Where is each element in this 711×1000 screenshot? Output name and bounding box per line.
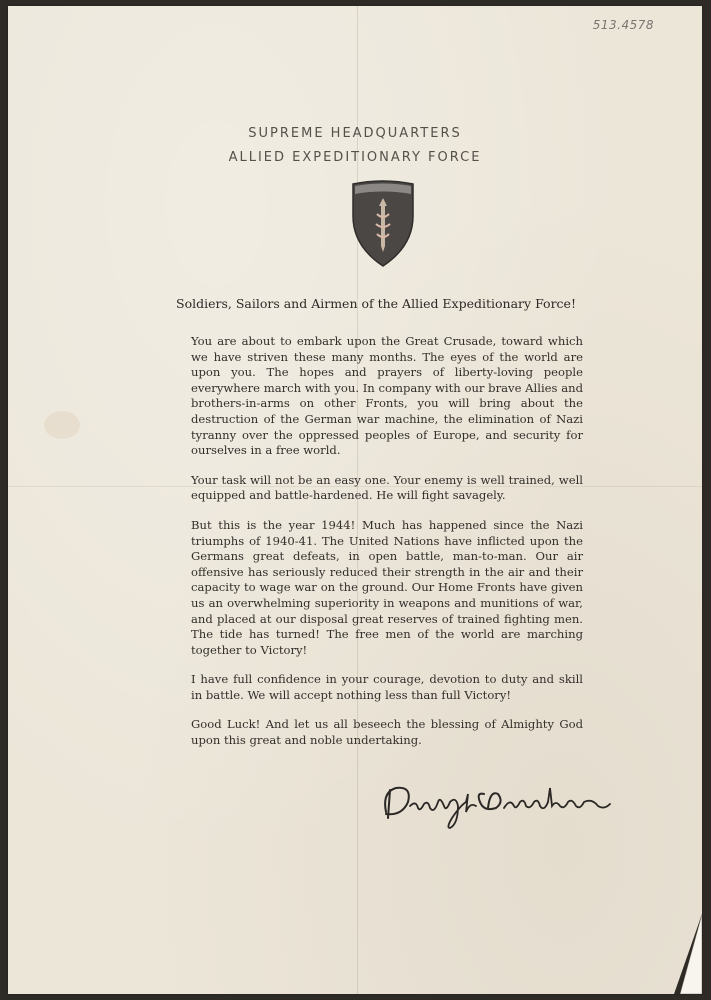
message-body: [191, 334, 583, 763]
paragraph-1: You are about to embark upon the Great Crusade, toward which we have striven these many months. The eyes of the world are upon you. The hopes and prayers of liberty-loving people everywhere march with you. In company with our brave Allies and brothers-in-arms on other Fronts, you will bring about the destruction of the German war machine, the elimination of Nazi tyranny over the oppressed peoples of Europe, and security for ourselves in a free world.: [191, 334, 583, 458]
paper-stain: [44, 411, 80, 439]
paragraph-3: But this is the year 1944! Much has happened since the Nazi triumphs of 1940-41. The United Nations have inflicted upon the Germans great defeats, in open battle, man-to-man. Our air offensive has seriously reduced their strength in the air and their capacity to wage war on the ground. Our Home Fronts have given us an overwhelming superiority in weapons and munitions of war, and placed at our disposal great reserves of trained fighting men. The tide has turned! The free men of the world are marching together to Victory!: [191, 517, 583, 657]
heading-line-2: ALLIED EXPEDITIONARY FORCE: [228, 150, 482, 165]
shaef-shoulder-patch-icon: [351, 180, 415, 268]
folded-corner: [672, 914, 702, 994]
catalog-number: 513.4578: [592, 18, 654, 32]
paragraph-4: I have full confidence in your courage, devotion to duty and skill in battle. We will accept nothing less than full Victory!: [191, 672, 583, 702]
handwritten-signature: [372, 772, 622, 834]
paragraph-2: Your task will not be an easy one. Your enemy is well trained, well equipped and battle-hardened. He will fight savagely.: [191, 472, 583, 503]
salutation: Soldiers, Sailors and Airmen of the Allied Expeditionary Force!: [176, 296, 576, 311]
heading-line-1: SUPREME HEADQUARTERS: [248, 126, 462, 141]
document-sheet: [8, 6, 702, 994]
paragraph-5: Good Luck! And let us all beseech the blessing of Almighty God upon this great and noble undertaking.: [191, 717, 583, 748]
